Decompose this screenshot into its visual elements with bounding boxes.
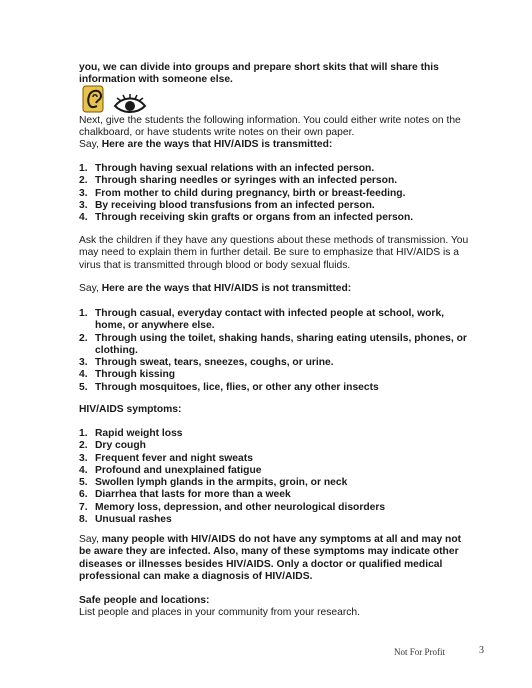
list-item: 8. Unusual rashes bbox=[79, 514, 172, 526]
list-item: 1. Rapid weight loss bbox=[79, 428, 183, 439]
list-item: 2. Dry cough bbox=[79, 440, 146, 452]
list-item: 3. Frequent fever and night sweats bbox=[79, 452, 253, 464]
list-item: 7. Memory loss, depression, and other neurological disorders bbox=[79, 501, 386, 513]
list-item: 3. Through sweat, tears, sneezes, coughs, or urine. bbox=[79, 357, 334, 369]
list-item: 3. By receiving blood transfusions from an infected person. bbox=[79, 199, 375, 211]
footer-label: Not For Profit bbox=[394, 647, 446, 657]
not-transmitted-heading: Here are the ways that HIV/AIDS is not transmitted: bbox=[101, 283, 352, 294]
list-item: 4. Through kissing bbox=[79, 369, 176, 381]
questions-paragraph: Ask the children if they have any questions about these methods of transmission. You may need to explain them in further detail. Be sure to emphasize that HIV/AIDS is a virus that is transmitted through blood or body sexual fluids. bbox=[79, 235, 469, 271]
list-item: 4. Through receiving skin grafts or organs from an infected person. bbox=[79, 212, 414, 224]
say-prefix: Say, bbox=[79, 139, 99, 150]
page-number: 3 bbox=[479, 645, 484, 656]
list-item: 1. Through having sexual relations with an infected person. bbox=[79, 163, 375, 174]
list-item: 5. Through mosquitoes, lice, flies, or other any other insects bbox=[79, 381, 379, 393]
symptoms-heading: HIV/AIDS symptoms: bbox=[79, 404, 182, 415]
list-item: 6. Diarrhea that lasts for more than a week bbox=[79, 489, 291, 501]
note-paragraph-line bbox=[79, 534, 474, 583]
transmitted-heading: Here are the ways that HIV/AIDS is transmitted: bbox=[101, 139, 333, 150]
list-item: 4. Profound and unexplained fatigue bbox=[79, 464, 262, 476]
safe-places-heading: Safe people and locations: bbox=[79, 595, 210, 606]
note-paragraph: many people with HIV/AIDS do not have any symptoms at all and may not be aware they are infected. Also, many of these symptoms may indicate other diseases or illnesses besides HIV/AIDS. Only a doctor or qualified medical professional can make a diagnosis of HIV/AIDS. bbox=[79, 534, 462, 582]
instructions-paragraph: Next, give the students the following information. You could either write notes on the chalkboard, or have students write notes on their own paper. bbox=[79, 115, 461, 139]
symptoms-list bbox=[79, 428, 474, 526]
not-transmitted-list bbox=[79, 308, 474, 394]
list-item: 1. Through casual, everyday contact with infected people at school, work, home, or anywhere else. bbox=[79, 308, 445, 332]
transmitted-list bbox=[79, 163, 474, 224]
safe-places-text: List people and places in your community from your research. bbox=[79, 607, 361, 618]
list-item: 2. Through using the toilet, shaking hands, sharing eating utensils, phones, or clothing. bbox=[79, 332, 467, 356]
list-item: 3. From mother to child during pregnancy, birth or breast-feeding. bbox=[79, 187, 406, 199]
eye-icon bbox=[115, 94, 145, 112]
transmitted-heading-line bbox=[79, 139, 474, 151]
say-prefix: Say, bbox=[79, 283, 99, 294]
ear-icon bbox=[83, 86, 103, 112]
listen-watch-icons bbox=[79, 84, 159, 118]
list-item: 5. Swollen lymph glands in the armpits, groin, or neck bbox=[79, 477, 348, 489]
say-prefix: Say, bbox=[79, 534, 99, 545]
icon-row bbox=[79, 84, 159, 118]
not-transmitted-heading-line bbox=[79, 283, 474, 295]
list-item: 2. Through sharing needles or syringes with an infected person. bbox=[79, 175, 398, 187]
intro-line: you, we can divide into groups and prepare short skits that will share this information with someone else. bbox=[79, 62, 439, 86]
